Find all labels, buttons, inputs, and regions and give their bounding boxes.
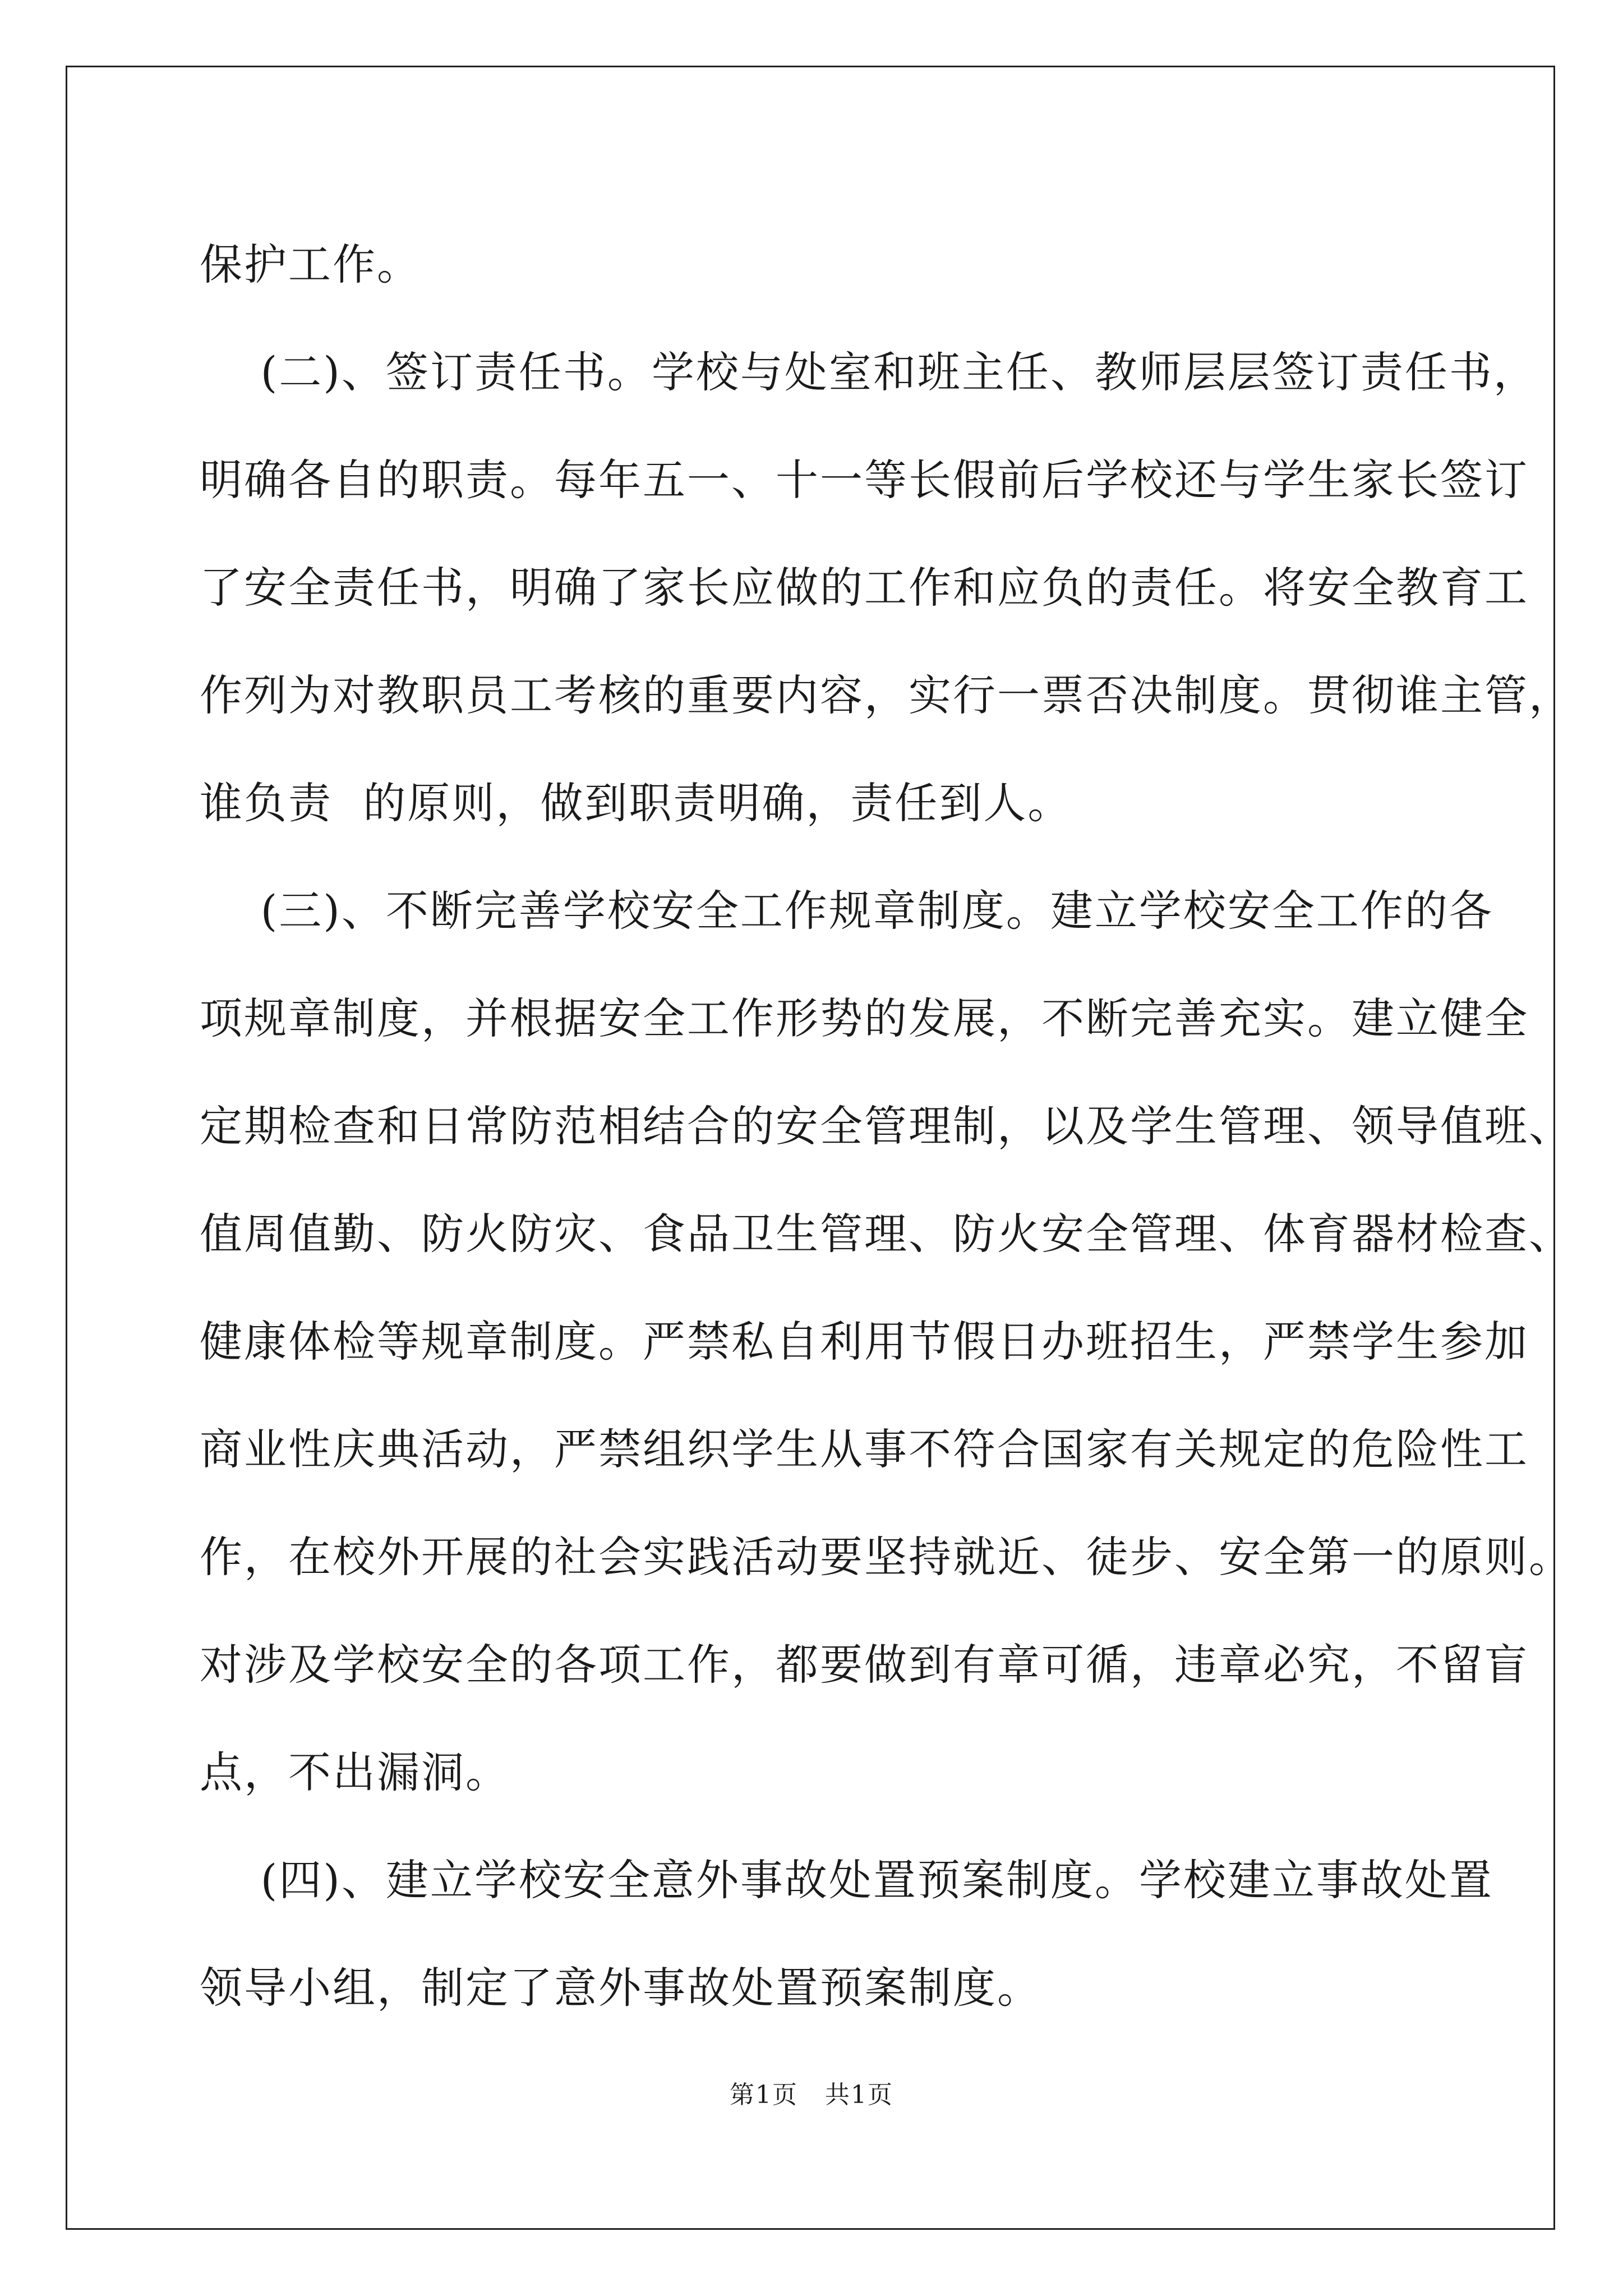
- document-body: [200, 211, 1573, 2042]
- text-line: 商业性庆典活动，严禁组织学生从事不符合国家有关规定的危险性工: [200, 1424, 1529, 1474]
- text-line: 点，不出漏洞。: [200, 1747, 510, 1797]
- text-line: 值周值勤、防火防灾、食品卫生管理、防火安全管理、体育器材检查、: [200, 1209, 1573, 1259]
- text-line: 健康体检等规章制度。严禁私自利用节假日办班招生，严禁学生参加: [200, 1317, 1529, 1366]
- text-line: 保护工作。: [200, 240, 421, 289]
- text-line: (四)、建立学校安全意外事故处置预案制度。学校建立事故处置: [200, 1855, 1493, 1905]
- text-line: 领导小组，制定了意外事故处置预案制度。: [200, 1963, 1041, 2013]
- text-line: 谁负责 的原则，做到职责明确，责任到人。: [200, 778, 1072, 828]
- text-line: 作列为对教职员工考核的重要内容，实行一票否决制度。贯彻谁主管，: [200, 670, 1573, 720]
- text-line: 作，在校外开展的社会实践活动要坚持就近、徒步、安全第一的原则。: [200, 1532, 1573, 1582]
- text-line: 了安全责任书，明确了家长应做的工作和应负的责任。将安全教育工: [200, 563, 1529, 613]
- text-line: 明确各自的职责。每年五一、十一等长假前后学校还与学生家长签订: [200, 455, 1529, 505]
- text-line: 对涉及学校安全的各项工作，都要做到有章可循，违章必究，不留盲: [200, 1640, 1529, 1690]
- page-number-footer: 第1页 共1页: [730, 2081, 893, 2109]
- text-line: (二)、签订责任书。学校与处室和班主任、教师层层签订责任书，: [200, 347, 1538, 397]
- text-line: 定期检查和日常防范相结合的安全管理制，以及学生管理、领导值班、: [200, 1101, 1573, 1151]
- text-line: 项规章制度，并根据安全工作形势的发展，不断完善充实。建立健全: [200, 993, 1529, 1043]
- text-line: (三)、不断完善学校安全工作规章制度。建立学校安全工作的各: [200, 886, 1493, 936]
